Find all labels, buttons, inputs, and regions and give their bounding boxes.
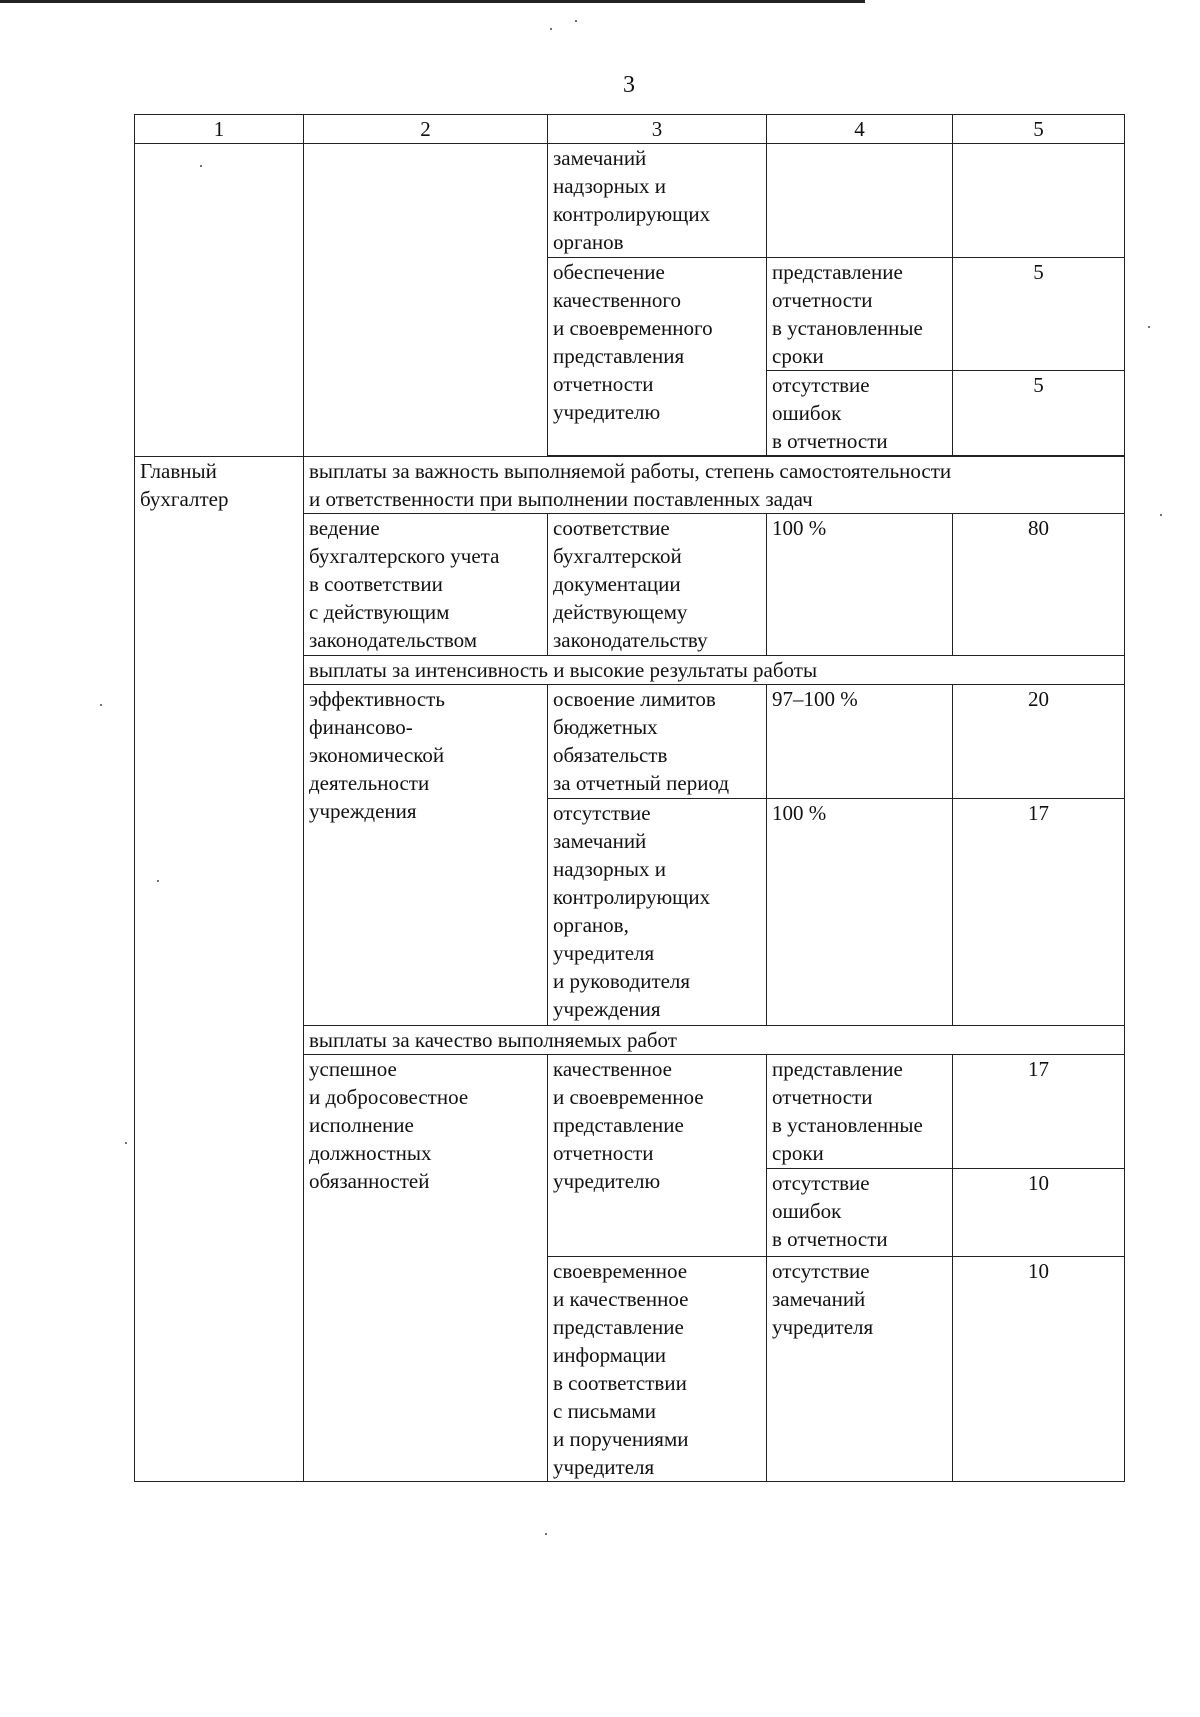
scan-speck xyxy=(550,28,552,30)
table-header-row xyxy=(135,115,1125,144)
points-cell: 5 xyxy=(953,371,1125,456)
indicator-cell: отсутствие ошибок в отчетности xyxy=(767,1169,953,1257)
continuation-criterion-cell: замечаний надзорных и контролирующих органов xyxy=(548,144,767,258)
section-title-row xyxy=(135,457,1125,514)
section-title: выплаты за качество выполняемых работ xyxy=(304,1026,1125,1055)
scan-speck xyxy=(200,165,202,167)
indicator-cell: соответствие бухгалтерской документации действующему законодательству xyxy=(548,514,767,656)
indicator-cell: отсутствие ошибок в отчетности xyxy=(767,371,953,456)
header-cell-5: 5 xyxy=(953,115,1125,144)
points-cell: 10 xyxy=(953,1169,1125,1257)
header-cell-2: 2 xyxy=(304,115,548,144)
indicator-cell: отсутствие замечаний учредителя xyxy=(767,1257,953,1482)
scan-speck xyxy=(100,704,102,706)
scan-speck xyxy=(157,880,159,882)
scan-speck xyxy=(125,1142,127,1144)
header-cell-3: 3 xyxy=(548,115,767,144)
table-row xyxy=(135,144,1125,258)
position-cell: Главный бухгалтер xyxy=(135,457,304,1482)
continuation-col2-cell xyxy=(304,144,548,457)
criterion-cell: ведение бухгалтерского учета в соответствии с действующим законодательством xyxy=(304,514,548,656)
value-cell: 100 % xyxy=(767,514,953,656)
indicators-table xyxy=(134,114,1125,1482)
indicator-cell: освоение лимитов бюджетных обязательств за отчетный период xyxy=(548,685,767,799)
indicator-cell: представление отчетности в установленные сроки xyxy=(767,1055,953,1169)
points-cell: 5 xyxy=(953,258,1125,371)
points-cell: 80 xyxy=(953,514,1125,656)
header-cell-4: 4 xyxy=(767,115,953,144)
section-title: выплаты за важность выполняемой работы, степень самостоятельности и ответственности при выполнении поставленных задач xyxy=(304,457,1125,514)
scan-speck xyxy=(1160,514,1162,516)
scan-speck xyxy=(545,1533,547,1535)
page-top-rule xyxy=(0,0,865,3)
points-cell: 10 xyxy=(953,1257,1125,1482)
value-cell: 97–100 % xyxy=(767,685,953,799)
page-number: 3 xyxy=(623,72,635,98)
points-cell: 17 xyxy=(953,1055,1125,1169)
continuation-col4-cell xyxy=(767,144,953,258)
criterion-cell: эффективность финансово- экономической деятельности учреждения xyxy=(304,685,548,1026)
continuation-col5-cell xyxy=(953,144,1125,258)
scan-speck xyxy=(1148,326,1150,328)
scan-speck xyxy=(575,20,577,22)
indicator-cell: отсутствие замечаний надзорных и контролирующих органов, учредителя и руководителя учреждения xyxy=(548,799,767,1026)
section-title: выплаты за интенсивность и высокие результаты работы xyxy=(304,656,1125,685)
points-cell: 20 xyxy=(953,685,1125,799)
continuation-criterion-cell-2: обеспечение качественного и своевременного представления отчетности учредителю xyxy=(548,258,767,456)
indicator-cell: своевременное и качественное представление информации в соответствии с письмами и поручениями учредителя xyxy=(548,1257,767,1482)
indicator-cell: представление отчетности в установленные сроки xyxy=(767,258,953,371)
points-cell: 17 xyxy=(953,799,1125,1026)
indicator-cell: качественное и своевременное представление отчетности учредителю xyxy=(548,1055,767,1257)
criterion-cell: успешное и добросовестное исполнение должностных обязанностей xyxy=(304,1055,548,1482)
value-cell: 100 % xyxy=(767,799,953,1026)
header-cell-1: 1 xyxy=(135,115,304,144)
continuation-col1-cell xyxy=(135,144,304,457)
